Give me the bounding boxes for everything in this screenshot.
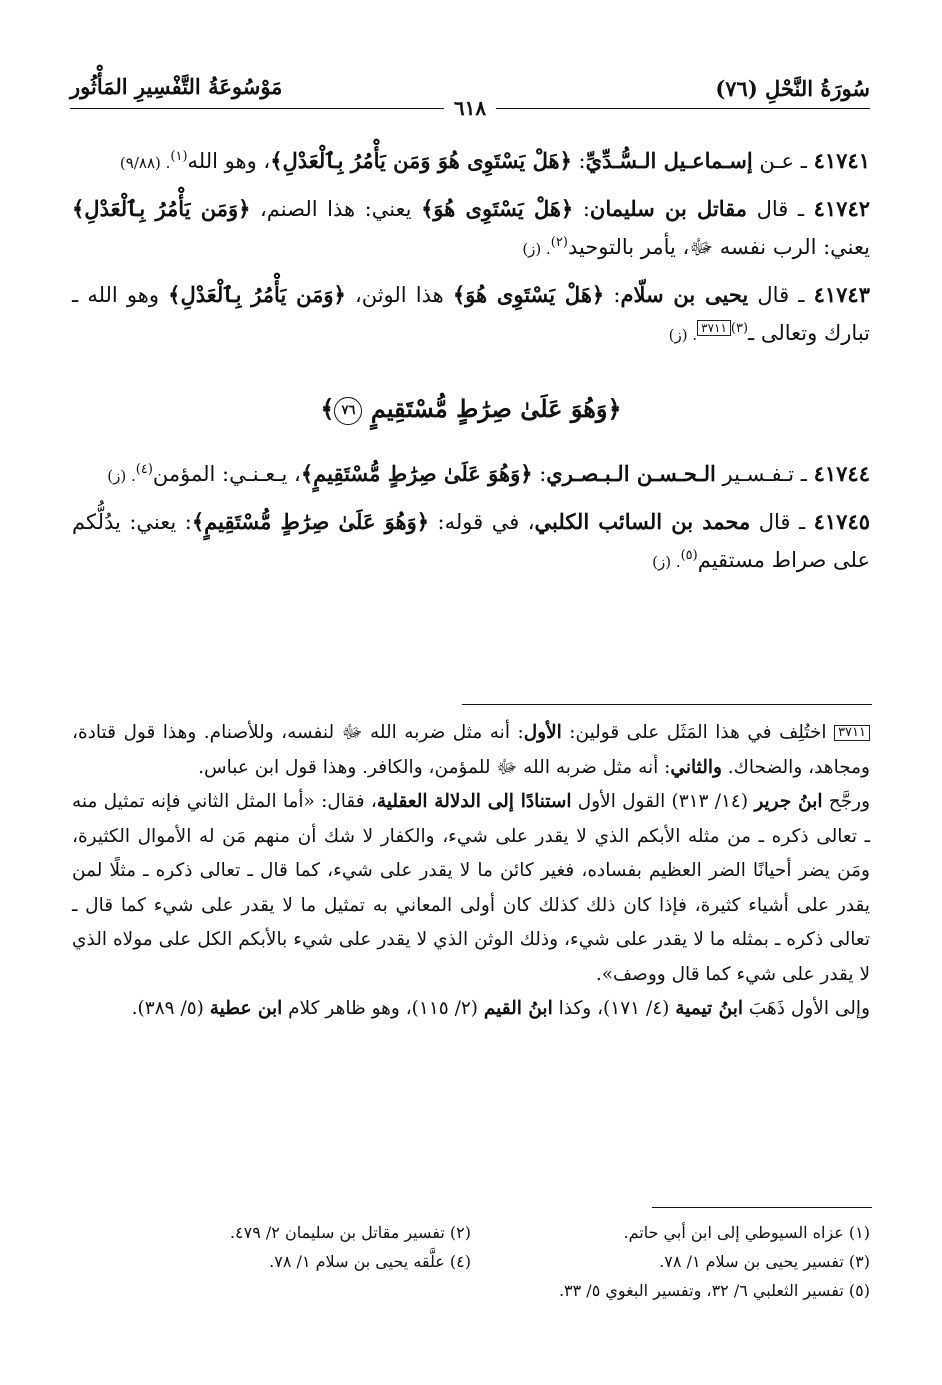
- footnote-marker: (٤): [135, 461, 153, 477]
- running-head-book-title: مَوْسُوعَةُ التَّفْسِيرِ المَأْثُور: [70, 74, 283, 99]
- commentary-box-marker: ٣٧١١: [697, 320, 731, 336]
- verse-text: ﴿وَهُوَ عَلَىٰ صِرَٰطٍ مُّسْتَقِيمٍ: [370, 394, 622, 423]
- commentary-text: ورجَّح: [822, 791, 871, 812]
- commentary-paragraph: [72, 992, 870, 1027]
- commentary-bold: الأول: [523, 722, 562, 743]
- commentary-text: (٥/ ٣٨٩).: [131, 998, 210, 1019]
- running-head-surah: سُورَةُ النَّحْلِ (٧٦): [715, 76, 870, 101]
- entry-colon: :: [604, 283, 621, 307]
- entry-text: : يعني: يدُلُّكم على صراط مستقيم: [72, 509, 870, 572]
- footnote: (٣) تفسير يحيى بن سلام ١/ ٧٨.: [659, 1252, 870, 1271]
- entry-prefix: ـ قال: [750, 509, 814, 534]
- commentary-bold: استنادًا إلى الدلالة العقلية: [376, 791, 572, 812]
- page-number: ٦١٨: [444, 96, 496, 120]
- footnote-marker: (٣): [730, 321, 749, 336]
- main-text: [72, 142, 870, 589]
- footnote: (٢) تفسير مقاتل بن سليمان ٢/ ٤٧٩.: [229, 1223, 471, 1242]
- commentary-text: (٢/ ١١٥)، وهو ظاهر كلام: [282, 998, 484, 1019]
- entry-prefix: ـ تـفـسـير: [715, 461, 814, 486]
- entry-text: ، وهو الله: [187, 149, 271, 173]
- narration-entry: [72, 276, 870, 354]
- footnote-row: [72, 1247, 870, 1276]
- narrator-name: مقاتل بن سليمان: [589, 196, 748, 221]
- commentary-text: وإلى الأول ذَهَبَ: [743, 998, 870, 1019]
- volume-reference: . (٩/٨٨): [119, 154, 171, 172]
- entry-number: ٤١٧٤٥: [813, 508, 871, 534]
- page-header: [70, 72, 870, 120]
- verse-close: ﴾: [320, 394, 335, 423]
- entry-prefix: ـ قال: [747, 197, 814, 221]
- entry-number: ٤١٧٤٤: [813, 460, 870, 486]
- narration-entry: [72, 455, 870, 495]
- commentary-box-number: ٣٧١١: [834, 725, 870, 741]
- entry-colon: :: [571, 149, 586, 173]
- quran-quote: ﴿وَمَن يَأْمُرُ بِٱلْعَدْلِ﴾: [168, 282, 346, 307]
- commentary-bold: والثاني: [670, 756, 722, 778]
- footnote: (٥) تفسير الثعلبي ٦/ ٣٢، وتفسير البغوي ٥/ ٣٣.: [558, 1281, 870, 1300]
- entry-text: وهو الله ـ تبارك وتعالى ـ: [72, 283, 870, 345]
- narrator-name: محمد بن السائب الكلبي: [534, 508, 751, 534]
- footnote-separator: [652, 1207, 872, 1208]
- entry-number: ٤١٧٤٣: [813, 282, 870, 307]
- footnote: (١) عزاه السيوطي إلى ابن أبي حاتم.: [623, 1223, 870, 1242]
- commentary-bold: ابنُ جرير: [754, 791, 823, 812]
- commentary-section: [72, 716, 870, 1027]
- commentary-text: : أنه مثل ضربه الله ﷻ لنفسه، وللأصنام. وهذا قول قتادة، ومجاهد، والضحاك.: [72, 722, 870, 778]
- entry-text: ، يـعـنـي: المؤمن: [152, 461, 301, 486]
- footnote-row: [72, 1276, 870, 1305]
- verse-number: ٧٦: [334, 397, 362, 425]
- entry-text: يعني: الرب نفسه ﷻ، يأمر بالتوحيد: [567, 235, 870, 259]
- footnote-marker: (٥): [680, 547, 698, 563]
- commentary-paragraph: [72, 785, 870, 992]
- entry-number: ٤١٧٤٢: [813, 196, 871, 221]
- quran-quote: ﴿هَلْ يَسْتَوِى هُوَ﴾: [421, 196, 574, 221]
- footnote-marker: (١): [170, 149, 188, 164]
- quran-quote: ﴿وَمَن يَأْمُرُ بِٱلْعَدْلِ﴾: [72, 196, 251, 221]
- quran-quote: ﴿وَهُوَ عَلَىٰ صِرَٰطٍ مُّسْتَقِيمٍ﴾: [300, 460, 533, 486]
- narration-entry: [72, 142, 870, 182]
- entry-text: هذا الوثن،: [345, 283, 453, 307]
- quran-quote: ﴿وَهُوَ عَلَىٰ صِرَٰطٍ مُّسْتَقِيمٍ﴾: [191, 508, 430, 534]
- source-reference: . (ز): [107, 466, 136, 485]
- quran-quote: ﴿هَلْ يَسْتَوِى هُوَ﴾: [452, 282, 605, 307]
- entry-colon: ، في قوله:: [429, 509, 535, 534]
- narration-entry: [72, 190, 870, 268]
- commentary-text: : أنه مثل ضربه الله ﷻ للمؤمن، والكافر. وهذا قول ابن عباس.: [198, 756, 671, 778]
- narrator-name: الـحـسـن الـبـصـري: [546, 460, 716, 486]
- commentary-bold: ابن عطية: [209, 998, 283, 1019]
- commentary-bold: ابنُ تيمية: [675, 998, 743, 1019]
- footnote-row: [72, 1218, 870, 1247]
- footnotes: [72, 1218, 870, 1305]
- verse-heading: [72, 394, 870, 425]
- commentary-text: ، فقال: «أما المثل الثاني فإنه تمثيل منه ـ تعالى ذكره ـ من مثله الأبكم الذي لا يقدر على شيء، والكفار لا شك أن منهم مَن له الأموال الكثيرة، ومَن يضر أحيانًا الضر العظيم بفساده، فغير كائن ما لا يقدر على شيء، كما قال ـ تعالى ذكره ـ مثلًا لمن يقدر على أشياء كثيرة، فإذا كان ذلك كذلك كان أولى المعاني به تمثيل ما لا يقدر على شيء كما قال ـ تعالى ذكره ـ بمثله ما لا يقدر على شيء، وذلك الوثن الذي لا يقدر على شيء بالأبكم الكل على مولاه الذي لا يقدر على شيء كما قال ووصف».: [72, 791, 870, 985]
- commentary-paragraph: [72, 716, 870, 785]
- source-reference: . (ز): [652, 552, 681, 571]
- narrator-name: إسـماعـيل الـسُّـدِّيِّ: [585, 148, 753, 173]
- footnote: (٤) علَّقه يحيى بن سلام ١/ ٧٨.: [269, 1252, 471, 1271]
- commentary-bold: ابنُ القيم: [483, 998, 553, 1019]
- entry-colon: :: [573, 197, 590, 221]
- source-reference: . (ز): [668, 326, 698, 344]
- commentary-text: اختُلِف في هذا المَثَل على قولين:: [561, 722, 835, 743]
- source-reference: . (ز): [522, 240, 551, 258]
- commentary-separator: [462, 704, 872, 705]
- entry-prefix: ـ عـن: [752, 149, 814, 173]
- commentary-text: (٤/ ١٧١)، وكذا: [552, 998, 676, 1019]
- quran-quote: ﴿هَلْ يَسْتَوِى هُوَ وَمَن يَأْمُرُ بِٱلْعَدْلِ﴾: [270, 148, 572, 173]
- entry-text: يعني: هذا الصنم،: [250, 197, 422, 221]
- entry-colon: :: [532, 461, 547, 486]
- narration-entry: [72, 503, 870, 581]
- footnote-marker: (٢): [550, 235, 568, 250]
- narrator-name: يحيى بن سلّام: [620, 282, 749, 307]
- entry-number: ٤١٧٤١: [813, 148, 870, 173]
- commentary-text: (١٤/ ٣١٣) القول الأول: [571, 791, 755, 812]
- entry-prefix: ـ قال: [748, 283, 814, 307]
